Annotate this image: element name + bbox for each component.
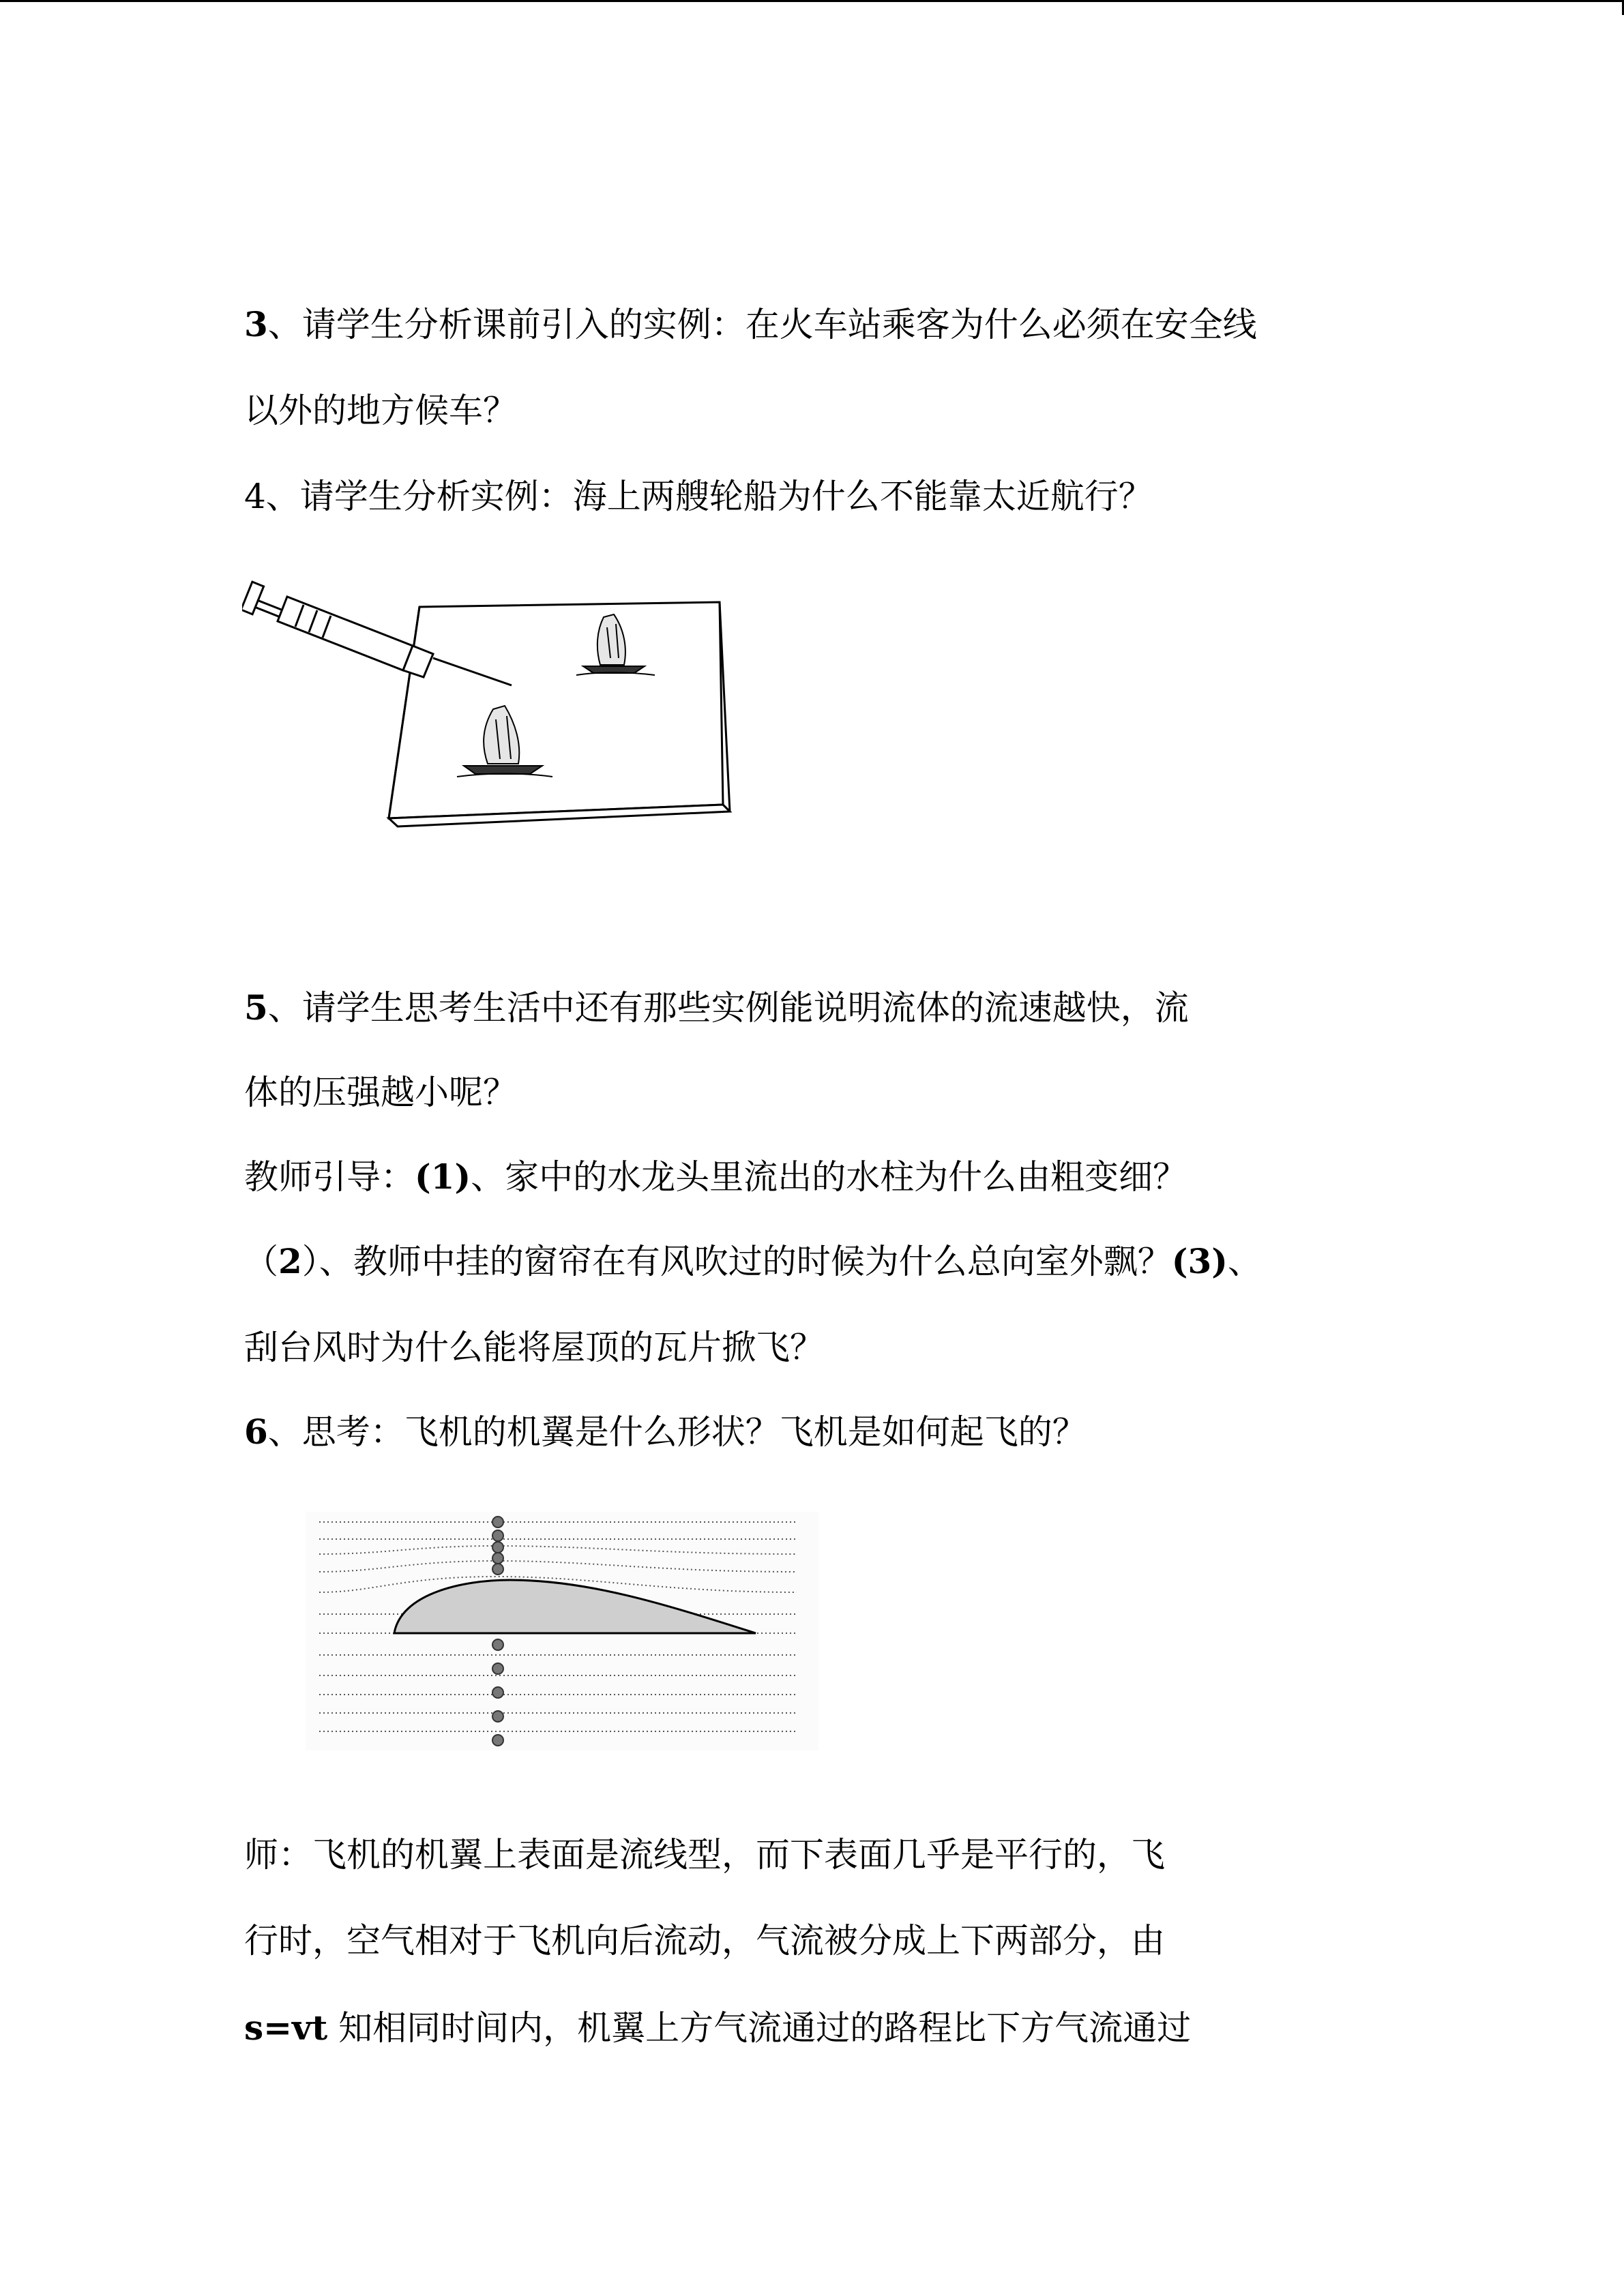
item-number-3: 3 (244, 304, 268, 344)
teacher-guide-prefix: 教师引导： (244, 1157, 415, 1197)
guide-2-text: ）、教师中挂的窗帘在有风吹过的时候为什么总向室外飘？ (301, 1242, 1172, 1281)
guide-number-3: (3) (1171, 1241, 1228, 1281)
teacher-explanation-line-1: 师：飞机的机翼上表面是流线型，而下表面几乎是平行的，飞 (244, 1835, 1165, 1875)
guide-number-1: (1) (415, 1157, 471, 1197)
paragraph-item-3-line-1 (244, 304, 1257, 345)
item-number-6: 6 (244, 1412, 268, 1452)
teacher-guide-line-2 (244, 1241, 1262, 1282)
page-top-border (0, 0, 1624, 2)
item-5-text: 、请学生思考生活中还有那些实例能说明流体的流速越快，流 (267, 988, 1189, 1028)
water-tray (389, 602, 730, 826)
paragraph-item-3-line-2: 以外的地方候车？ (244, 391, 517, 430)
guide-1-text: 、家中的水龙头里流出的水柱为什么由粗变细？ (471, 1157, 1187, 1197)
paragraph-item-6 (244, 1412, 1087, 1452)
teacher-explanation-line-2: 行时，空气相对于飞机向后流动，气流被分成上下两部分，由 (244, 1921, 1165, 1960)
paragraph-item-5-line-2: 体的压强越小呢？ (244, 1073, 517, 1112)
formula-s-vt: s=vt (244, 2008, 328, 2048)
paragraph-item-4: 4、请学生分析实例：海上两艘轮船为什么不能靠太近航行？ (244, 477, 1153, 516)
syringe-boats-figure (242, 569, 740, 849)
airfoil-figure (306, 1512, 818, 1750)
explanation-3-text: 知相同时间内，机翼上方气流通过的路程比下方气流通过 (327, 2008, 1192, 2048)
item-number-5: 5 (244, 987, 268, 1028)
teacher-guide-line-1 (244, 1157, 1187, 1197)
item-3-text: 、请学生分析课前引入的实例：在火车站乘客为什么必须在安全线 (267, 305, 1257, 344)
guide-number-2: 2 (278, 1241, 302, 1281)
guide-3-sep: 、 (1227, 1242, 1262, 1281)
teacher-guide-line-3: 刮台风时为什么能将屋顶的瓦片掀飞？ (244, 1328, 824, 1367)
teacher-explanation-line-3 (244, 2008, 1191, 2048)
item-6-text: 、思考：飞机的机翼是什么形状？飞机是如何起飞的？ (267, 1412, 1087, 1452)
open-paren: （ (244, 1242, 278, 1281)
paragraph-item-5-line-1 (244, 987, 1189, 1028)
